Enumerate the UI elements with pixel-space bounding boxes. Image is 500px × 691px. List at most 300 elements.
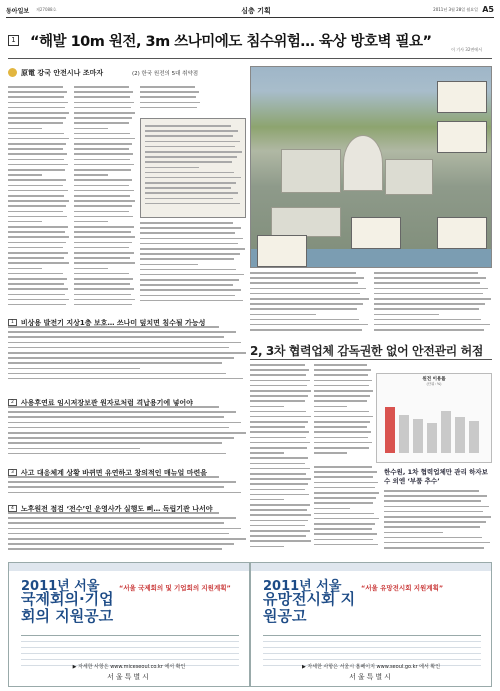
- series-subtitle: (2) 한국 원전의 5대 취약점: [132, 71, 199, 77]
- text-line: [314, 411, 369, 413]
- text-line: [8, 159, 64, 161]
- text-line: [74, 252, 134, 254]
- article-section-3: [8, 476, 248, 498]
- text-line: [384, 521, 486, 523]
- text-line: [374, 293, 483, 295]
- text-line: [8, 112, 69, 114]
- text-line: [250, 540, 311, 542]
- text-line: [250, 437, 306, 439]
- ad-year: 2011년 서울: [21, 579, 100, 594]
- text-line: [374, 308, 479, 310]
- text-line: [74, 294, 131, 296]
- text-line: [74, 205, 132, 207]
- text-line: [374, 303, 485, 305]
- text-line: [314, 447, 369, 449]
- page-number: A5: [482, 5, 494, 14]
- text-line: [74, 288, 134, 290]
- text-line: [145, 198, 233, 200]
- text-line: [384, 542, 490, 544]
- text-line: [8, 362, 222, 364]
- text-line: [74, 211, 129, 213]
- text-line: [74, 128, 108, 130]
- callout-1: [437, 81, 487, 113]
- right-column-1: [250, 272, 370, 338]
- text-line: [314, 421, 370, 423]
- text-line: [140, 289, 241, 291]
- text-line: [250, 535, 306, 537]
- callout-3: [437, 217, 487, 249]
- section2-divider: [250, 359, 492, 360]
- text-line: [250, 525, 305, 527]
- masthead: [6, 6, 494, 18]
- text-line: [8, 437, 234, 439]
- text-line: [8, 138, 69, 140]
- text-line: [250, 272, 356, 274]
- text-line: [8, 352, 246, 354]
- text-line: [384, 495, 487, 497]
- ad-highlight: “서울 유망전시회 지원계획”: [361, 584, 444, 592]
- text-line: [140, 107, 197, 109]
- text-line: [74, 148, 129, 150]
- text-line: [314, 544, 378, 546]
- text-line: [314, 518, 379, 520]
- reactor-dome: [343, 135, 383, 191]
- text-line: [8, 216, 67, 218]
- text-line: [250, 504, 310, 506]
- article-column-3: [140, 86, 202, 113]
- text-line: [314, 385, 369, 387]
- text-line: [250, 483, 308, 485]
- text-line: [8, 476, 219, 478]
- text-line: [8, 427, 229, 429]
- text-line: [140, 96, 196, 98]
- text-line: [74, 190, 134, 192]
- text-line: [140, 91, 199, 93]
- text-line: [8, 336, 224, 338]
- text-line: [384, 511, 483, 513]
- text-line: [8, 122, 63, 124]
- text-line: [314, 395, 370, 397]
- text-line: [140, 284, 233, 286]
- text-line: [74, 174, 108, 176]
- text-line: [250, 374, 306, 376]
- text-line: [250, 314, 316, 316]
- text-line: [250, 530, 310, 532]
- ad-highlight: “서울 국제회의 및 기업회의 지원계획”: [119, 584, 231, 592]
- text-line: [140, 238, 243, 240]
- text-line: [8, 148, 63, 150]
- text-line: [74, 107, 131, 109]
- article-section-2: [8, 406, 248, 458]
- text-line: [374, 272, 478, 274]
- text-line: [74, 185, 129, 187]
- text-line: [74, 231, 131, 233]
- sidebar-box: [140, 118, 246, 218]
- text-line: [74, 299, 135, 301]
- text-line: [140, 222, 233, 224]
- text-line: [74, 143, 132, 145]
- text-line: [314, 442, 372, 444]
- plant-infographic: [250, 66, 492, 268]
- text-line: [8, 486, 224, 488]
- text-line: [314, 374, 368, 376]
- text-line: [250, 395, 308, 397]
- text-line: [145, 172, 234, 174]
- text-line: [250, 416, 311, 418]
- text-line: [145, 192, 238, 194]
- text-line: [8, 548, 222, 550]
- text-line: [74, 226, 134, 228]
- text-line: [250, 426, 305, 428]
- text-line: [8, 164, 68, 166]
- headline-byline: 이 기사 32면에서: [451, 47, 482, 52]
- text-line: [250, 489, 305, 491]
- text-line: [8, 492, 241, 494]
- text-line: [74, 195, 130, 197]
- text-line: [145, 151, 242, 153]
- text-line: [140, 227, 241, 229]
- ad-organization: 서울특별시: [107, 673, 151, 681]
- text-line: [8, 368, 140, 370]
- text-line: [314, 482, 378, 484]
- text-line: [145, 203, 240, 205]
- text-line: [8, 273, 63, 275]
- text-line: [74, 169, 131, 171]
- text-line: [8, 117, 66, 119]
- text-line: [250, 447, 307, 449]
- subhead-1: 1 비상용 발전기 지상1층 보호… 쓰나미 덮치면 침수될 가능성: [8, 312, 248, 322]
- text-line: [145, 125, 231, 127]
- text-line: [8, 174, 42, 176]
- text-line: [8, 205, 66, 207]
- text-line: [74, 257, 130, 259]
- text-line: [250, 364, 305, 366]
- text-line: [8, 190, 68, 192]
- text-line: [250, 457, 308, 459]
- text-line: [74, 122, 129, 124]
- text-line: [314, 497, 376, 499]
- text-line: [145, 130, 238, 132]
- text-line: [384, 532, 443, 534]
- ad-conference-support[interactable]: [8, 562, 250, 687]
- text-line: [250, 411, 306, 413]
- text-line: [145, 141, 240, 143]
- text-line: [74, 283, 130, 285]
- text-line: [140, 269, 236, 271]
- s2-column-4: [384, 490, 492, 554]
- text-line: [314, 492, 379, 494]
- text-line: [384, 506, 489, 508]
- text-line: [314, 528, 372, 530]
- chart-bars: [377, 387, 491, 457]
- main-headline: [8, 28, 492, 54]
- text-line: [145, 135, 233, 137]
- text-line: [140, 243, 238, 245]
- text-line: [384, 500, 481, 502]
- text-line: [8, 247, 63, 249]
- text-line: [250, 303, 363, 305]
- text-line: [74, 278, 133, 280]
- text-line: [74, 117, 132, 119]
- text-line: [74, 91, 133, 93]
- paper-name: 동아일보: [6, 8, 30, 15]
- text-line: [8, 422, 241, 424]
- text-line: [374, 329, 484, 331]
- text-line: [8, 517, 236, 519]
- text-line: [314, 400, 367, 402]
- text-line: [374, 282, 480, 284]
- text-line: [74, 112, 135, 114]
- text-line: [8, 211, 63, 213]
- text-line: [314, 508, 350, 510]
- text-line: [250, 478, 311, 480]
- text-line: [314, 466, 372, 468]
- text-line: [384, 526, 480, 528]
- text-line: [250, 406, 284, 408]
- subhead-3: 3 사고 대응체계 상황 바뀌면 유연하고 창의적인 매뉴얼 마련을: [8, 462, 248, 472]
- text-line: [314, 452, 347, 454]
- text-line: [8, 378, 243, 380]
- text-line: [74, 200, 135, 202]
- text-line: [8, 133, 64, 135]
- text-line: [250, 442, 310, 444]
- auxiliary-building: [271, 207, 341, 237]
- text-line: [8, 326, 219, 328]
- text-line: [74, 164, 134, 166]
- chart-unit: (단위: %): [426, 382, 442, 386]
- text-line: [8, 538, 246, 540]
- text-line: [314, 476, 373, 478]
- text-line: [250, 298, 369, 300]
- text-line: [314, 523, 375, 525]
- text-line: [8, 102, 68, 104]
- text-line: [74, 242, 132, 244]
- text-line: [140, 86, 195, 88]
- callout-5: [351, 217, 401, 249]
- text-line: [374, 298, 491, 300]
- text-line: [384, 537, 482, 539]
- text-line: [74, 262, 135, 264]
- s2-column-2: [314, 364, 374, 460]
- text-line: [8, 357, 234, 359]
- text-line: [8, 268, 42, 270]
- text-line: [250, 421, 308, 423]
- text-line: [8, 107, 65, 109]
- text-line: [145, 182, 236, 184]
- text-line: [314, 369, 371, 371]
- ad-website[interactable]: ▶ 자세한 사항은 서울시 홈페이지 www.seoul.go.kr 에서 확인: [301, 664, 441, 670]
- ad-website[interactable]: ▶ 자세한 사항은 www.miceseoul.co.kr 에서 확인: [72, 664, 186, 670]
- text-line: [250, 514, 311, 516]
- text-line: [8, 231, 65, 233]
- text-line: [74, 304, 132, 306]
- text-line: [145, 177, 241, 179]
- text-line: [250, 288, 366, 290]
- text-line: [250, 385, 307, 387]
- right-column-2: [374, 272, 492, 338]
- text-line: [314, 539, 373, 541]
- article-section-4: [8, 512, 248, 554]
- ad-main-title: 국제회의·기업회의 지원공고: [21, 590, 114, 625]
- text-line: [250, 509, 307, 511]
- text-line: [250, 463, 305, 465]
- text-line: [140, 279, 239, 281]
- text-line: [314, 437, 368, 439]
- text-line: [74, 273, 129, 275]
- section2-headline: 2, 3차 협력업체 감독권한 없어 안전관리 허점: [250, 344, 483, 358]
- text-line: [74, 138, 135, 140]
- text-line: [250, 369, 309, 371]
- text-line: [8, 342, 241, 344]
- text-line: [74, 133, 130, 135]
- radiation-icon: [8, 68, 17, 77]
- text-line: [8, 143, 66, 145]
- text-line: [8, 195, 64, 197]
- text-line: [145, 187, 231, 189]
- article-column-3b: [140, 222, 246, 310]
- text-line: [140, 264, 198, 266]
- text-line: [8, 257, 64, 259]
- text-line: [8, 411, 236, 413]
- text-line: [250, 282, 358, 284]
- text-line: [250, 319, 359, 321]
- s2-column-1: [250, 364, 312, 552]
- text-line: [8, 453, 226, 455]
- text-line: [374, 324, 490, 326]
- text-line: [140, 300, 243, 302]
- text-line: [374, 319, 481, 321]
- text-line: [250, 293, 360, 295]
- text-line: [74, 159, 130, 161]
- text-line: [140, 248, 245, 250]
- text-line: [314, 533, 377, 535]
- headline-divider: [8, 58, 492, 59]
- text-line: [8, 373, 226, 375]
- text-line: [140, 295, 235, 297]
- text-line: [8, 169, 65, 171]
- text-line: [250, 329, 362, 331]
- text-line: [8, 226, 68, 228]
- text-line: [314, 380, 372, 382]
- text-line: [74, 216, 133, 218]
- text-line: [8, 442, 222, 444]
- text-line: [145, 146, 235, 148]
- text-line: [314, 487, 375, 489]
- text-line: [8, 185, 63, 187]
- text-line: [8, 200, 69, 202]
- text-line: [8, 533, 229, 535]
- text-line: [74, 236, 135, 238]
- text-line: [140, 258, 234, 260]
- text-line: [140, 232, 235, 234]
- text-line: [74, 86, 129, 88]
- text-line: [314, 431, 371, 433]
- text-line: [8, 528, 241, 530]
- issue-number: 제27088호: [36, 7, 57, 12]
- text-line: [384, 516, 491, 518]
- text-line: [8, 416, 224, 418]
- text-line: [8, 331, 236, 333]
- text-line: [250, 520, 308, 522]
- text-line: [250, 473, 306, 475]
- plant-building: [281, 149, 341, 193]
- text-line: [8, 283, 64, 285]
- text-line: [8, 432, 246, 434]
- text-line: [74, 247, 129, 249]
- text-line: [8, 543, 234, 545]
- text-line: [8, 448, 140, 450]
- subhead-4: 4 노후원전 점검 ‘전수’인 운영사가 실행도 뻐… 독립기관 나서야: [8, 498, 248, 508]
- article-column-1: [8, 86, 70, 311]
- text-line: [250, 277, 364, 279]
- text-line: [8, 294, 65, 296]
- text-line: [8, 96, 64, 98]
- text-line: [8, 128, 42, 130]
- ad-main-title: 유망전시회 지원공고: [263, 590, 356, 625]
- text-line: [145, 156, 237, 158]
- text-line: [250, 324, 368, 326]
- text-line: [140, 274, 244, 276]
- text-line: [8, 153, 67, 155]
- text-line: [8, 221, 42, 223]
- text-line: [74, 96, 130, 98]
- ad-exhibition-support[interactable]: [250, 562, 492, 687]
- text-line: [8, 278, 67, 280]
- text-line: [374, 277, 486, 279]
- callout-2: [437, 121, 487, 153]
- text-line: [374, 314, 439, 316]
- series-title: 原電 강국 안전시나 조마자: [21, 69, 104, 77]
- turbine-building: [385, 159, 433, 195]
- text-line: [8, 262, 69, 264]
- text-line: [140, 253, 240, 255]
- text-line: [250, 499, 284, 501]
- text-line: [8, 304, 66, 306]
- text-line: [8, 406, 219, 408]
- text-line: [145, 167, 199, 169]
- ad-year: 2011년 서울: [263, 579, 342, 594]
- text-line: [8, 252, 68, 254]
- ad-organization: 서울특별시: [349, 673, 393, 681]
- s2-column-3: [314, 466, 380, 554]
- text-line: [145, 161, 232, 163]
- text-line: [384, 490, 479, 492]
- text-line: [8, 288, 68, 290]
- text-line: [314, 471, 377, 473]
- text-line: [8, 522, 224, 524]
- text-line: [314, 406, 347, 408]
- text-line: [314, 390, 373, 392]
- text-line: [250, 431, 309, 433]
- text-line: [250, 452, 284, 454]
- text-line: [314, 364, 367, 366]
- text-line: [8, 179, 66, 181]
- text-line: [314, 502, 373, 504]
- text-line: [384, 547, 484, 549]
- text-line: [74, 102, 134, 104]
- text-line: [8, 512, 219, 514]
- text-line: [140, 102, 200, 104]
- text-line: [314, 416, 373, 418]
- text-line: [250, 400, 305, 402]
- chart-title: 원전 이용률: [422, 377, 446, 382]
- text-line: [74, 179, 132, 181]
- text-line: [8, 481, 236, 483]
- subhead-2: 2 사용후연료 임시저장보관 원자로처럼 격납용기에 넣어야: [8, 392, 248, 402]
- callout-4: [257, 235, 307, 267]
- text-line: [250, 380, 310, 382]
- utilization-chart: [376, 373, 492, 463]
